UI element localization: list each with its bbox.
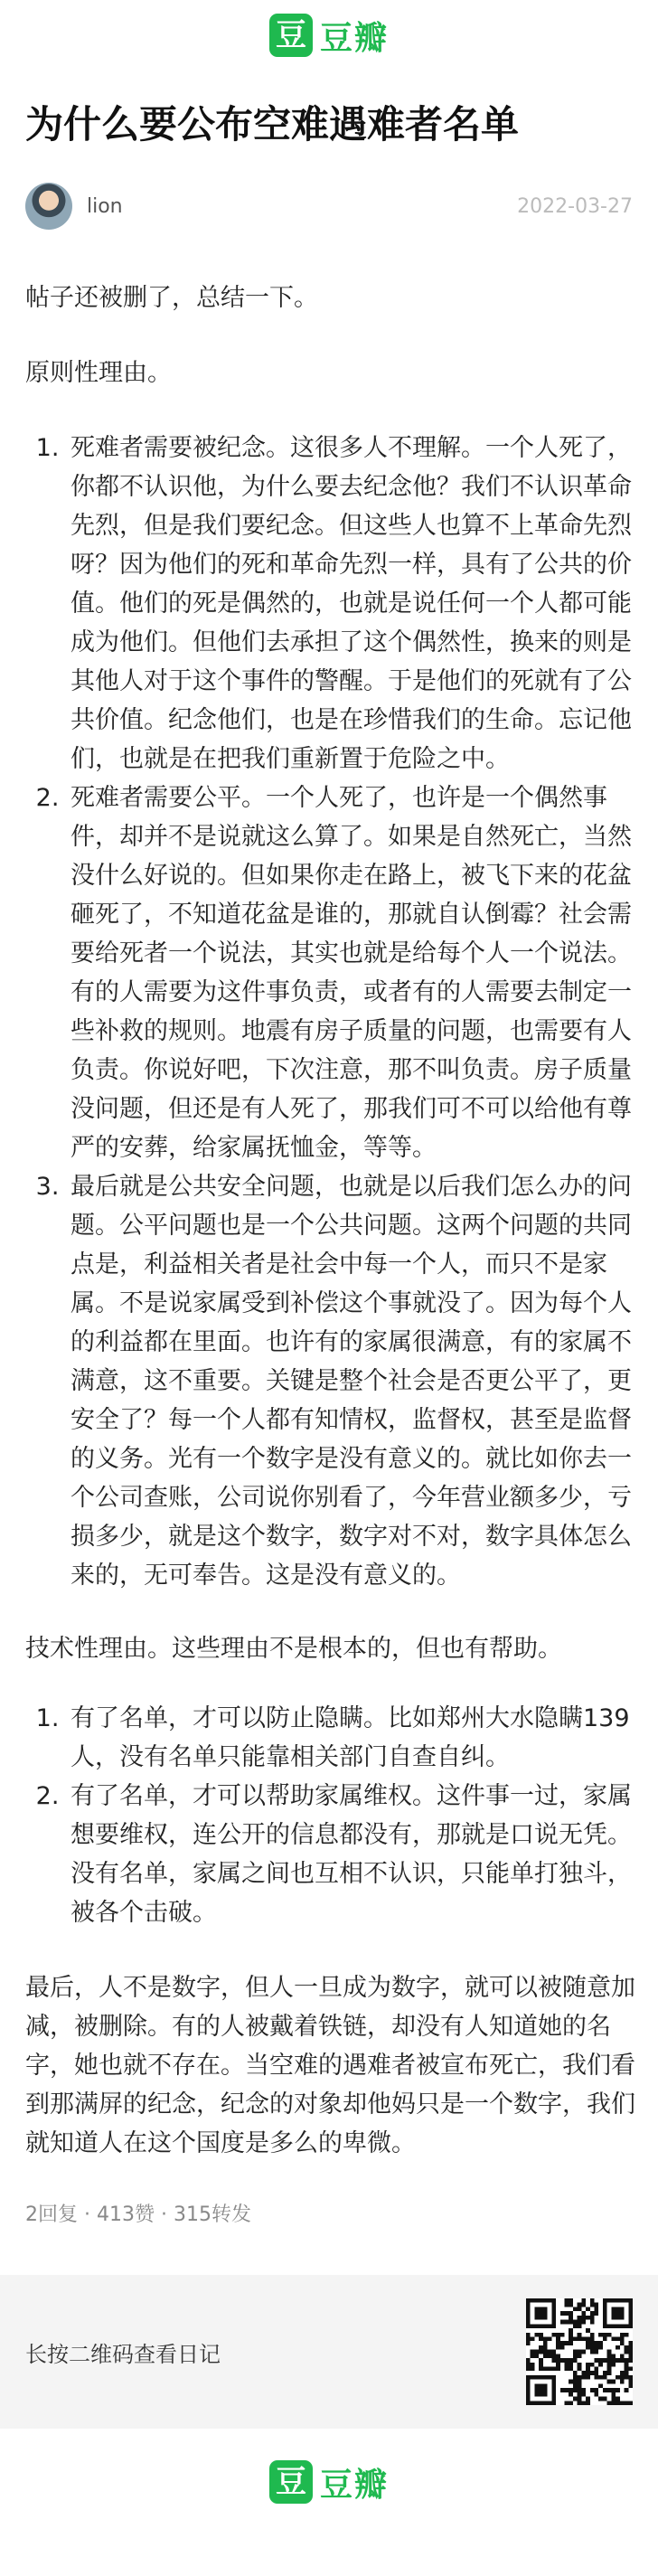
tech-heading: 技术性理由。这些理由不是根本的，但也有帮助。 (25, 1635, 562, 1663)
author-name[interactable]: lion (87, 194, 123, 218)
post-content (25, 278, 636, 2163)
bottom-footer (0, 2429, 658, 2535)
list-item: 1. 有了名单，才可以防止隐瞒。比如郑州大水隐瞒139人，没有名单只能靠相关部门自查自纠。 (67, 1699, 636, 1777)
douban-logo-icon: 豆 (269, 2460, 313, 2504)
douban-logo-icon: 豆 (269, 14, 313, 57)
douban-logo-text: 豆瓣 (319, 2466, 389, 2504)
qr-banner (0, 2275, 658, 2429)
list-item: 2. 死难者需要公平。一个人死了，也许是一个偶然事件，却并不是说就这么算了。如果是自然死亡，当然没什么好说的。但如果你走在路上，被飞下来的花盆砸死了，不知道花盆是谁的，那就自认倒霉？社会需要给死者一个说法，其实也就是给每个人一个说法。有的人需要为这件事负责，或者有的人需要去制定一些补救的规则。地震有房子质量的问题，也需要有人负责。你说好吧，下次注意，那不叫负责。房子质量没问题，但还是有人死了，那我们可不可以给他有尊严的安葬，给家属抚恤金，等等。 (67, 778, 636, 1167)
conclusion-paragraph: 最后，人不是数字，但人一旦成为数字，就可以被随意加减，被删除。有的人被戴着铁链，却没有人知道她的名字，她也就不存在。当空难的遇难者被宣布死亡，我们看到那满屏的纪念，纪念的对象却他妈只是一个数字，我们就知道人在这个国度是多么的卑微。 (25, 1974, 635, 2157)
list-item: 1. 死难者需要被纪念。这很多人不理解。一个人死了，你都不认识他，为什么要去纪念他？我们不认识革命先烈，但是我们要纪念。但这些人也算不上革命先烈呀？因为他们的死和革命先烈一样，具有了公共的价值。他们的死是偶然的，也就是说任何一个人都可能成为他们。但他们去承担了这个偶然性，换来的则是其他人对于这个事件的警醒。于是他们的死就有了公共价值。纪念他们，也是在珍惜我们的生命。忘记他们，也就是在把我们重新置于危险之中。 (67, 429, 636, 778)
post-date: 2022-03-27 (517, 194, 633, 218)
author-row (25, 183, 633, 230)
qr-hint-text: 长按二维码查看日记 (25, 2341, 221, 2367)
principle-reasons-list (25, 429, 636, 1595)
douban-logo[interactable] (269, 13, 389, 59)
post-stats: 2回复 · 413赞 · 315转发 (25, 2203, 251, 2226)
qr-code-icon[interactable] (526, 2298, 633, 2405)
list-item: 2. 有了名单，才可以帮助家属维权。这件事一过，家属想要维权，连公开的信息都没有，那就是口说无凭。没有名单，家属之间也互相不认识，只能单打独斗，被各个击破。 (67, 1777, 636, 1932)
author-avatar[interactable] (25, 183, 72, 230)
douban-logo-text: 豆瓣 (319, 19, 389, 57)
intro-paragraph: 帖子还被删了，总结一下。 (25, 284, 318, 312)
top-header (0, 0, 658, 71)
principle-heading: 原则性理由。 (25, 359, 172, 387)
tech-reasons-list (25, 1699, 636, 1932)
post-title: 为什么要公布空难遇难者名单 (25, 102, 520, 146)
list-item: 3. 最后就是公共安全问题，也就是以后我们怎么办的问题。公平问题也是一个公共问题。这两个问题的共同点是，利益相关者是社会中每一个人，而只不是家属。不是说家属受到补偿这个事就没了。因为每个人的利益都在里面。也许有的家属很满意，有的家属不满意，这不重要。关键是整个社会是否更公平了，更安全了？每一个人都有知情权，监督权，甚至是监督的义务。光有一个数字是没有意义的。就比如你去一个公司查账，公司说你别看了，今年营业额多少，亏损多少，就是这个数字，数字对不对，数字具体怎么来的，无可奉告。这是没有意义的。 (67, 1167, 636, 1595)
douban-footer-logo[interactable] (269, 2459, 389, 2505)
